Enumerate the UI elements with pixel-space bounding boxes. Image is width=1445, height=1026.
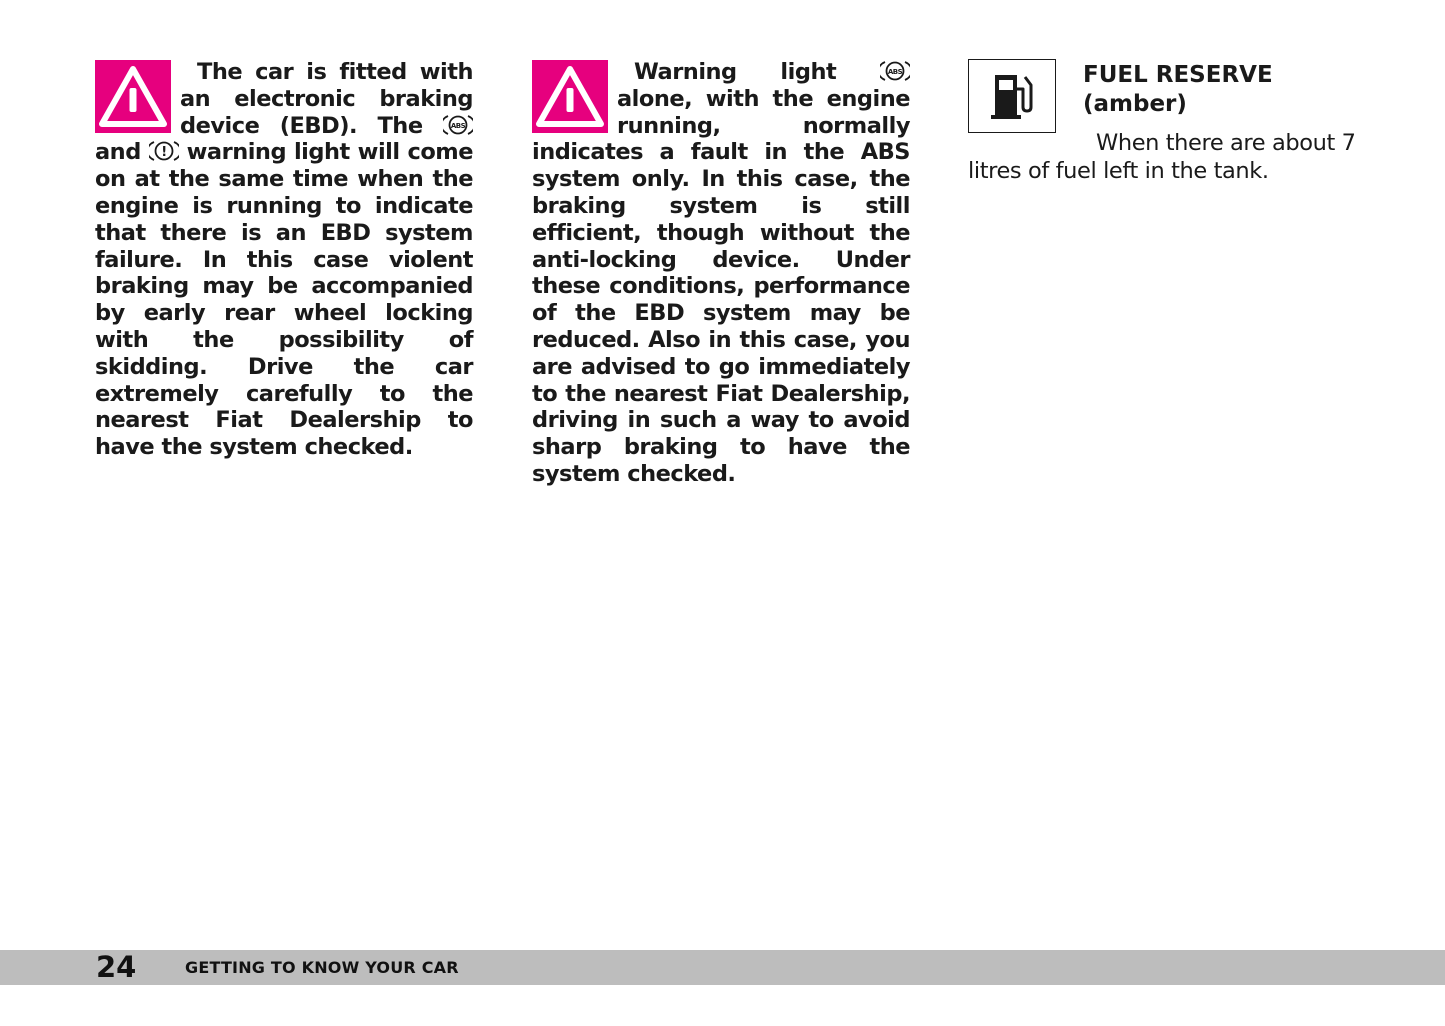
fuel-body-text: When there are about 7 litres of fuel left in the tank. (968, 130, 1356, 184)
ebd-warning-text (95, 59, 473, 461)
warning-triangle-icon (95, 60, 171, 133)
brake-warning-icon (149, 139, 179, 163)
abs-text-part-2: alone, with the engine running, normally indicates a fault in the ABS system only. In this case, the braking system is still efficient, though without the anti-locking device. Under these conditions, performance of the EBD system may be reduced. Also in this case, you are advised to go immediately to the nearest Fiat Dealership, driving in such a way to avoid sharp braking to have the system checked. (532, 85, 910, 487)
page-number: 24 (96, 950, 137, 984)
ebd-text-part-1: The car is fitted with an electronic braking device (EBD). The (180, 59, 473, 139)
section-title: GETTING TO KNOW YOUR CAR (185, 958, 459, 977)
fuel-subtitle-text: (amber) (1083, 91, 1187, 117)
svg-text:ABS: ABS (887, 68, 903, 76)
abs-warning-block (532, 59, 910, 488)
fuel-pump-icon (968, 59, 1056, 133)
ebd-warning-block (95, 59, 473, 461)
svg-text:!: ! (161, 145, 167, 161)
svg-text:ABS: ABS (450, 121, 466, 130)
abs-text-part-1: Warning light (634, 59, 837, 85)
abs-warning-text (532, 59, 910, 488)
warning-triangle-icon (532, 60, 608, 133)
ebd-text-part-3: warning light will come on at the same time when the engine is running to indicate that there is an EBD system failure. In this case violent braking may be accompanied by early rear wheel locking with the possibility of skidding. Drive the car extremely carefully to the nearest Fiat Dealership to have the system checked. (95, 139, 473, 461)
fuel-reserve-title (1083, 61, 1273, 119)
fuel-reserve-body (968, 129, 1358, 185)
ebd-text-part-2: and (95, 139, 141, 166)
abs-warning-icon (443, 113, 473, 137)
abs-warning-icon (880, 59, 910, 83)
fuel-title-text: FUEL RESERVE (1083, 62, 1273, 88)
